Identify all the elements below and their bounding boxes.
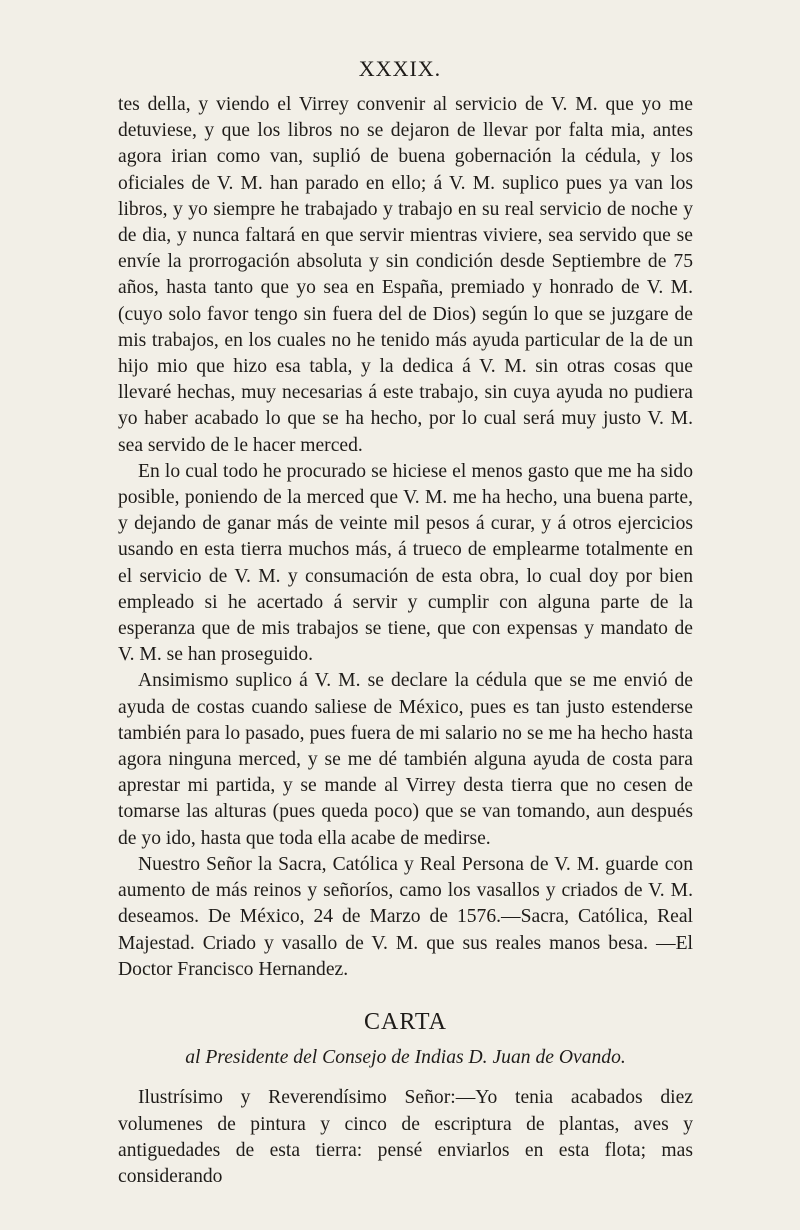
letter-subheading: al Presidente del Consejo de Indias D. Juan de Ovando. — [185, 1047, 626, 1069]
page-body — [118, 92, 693, 1190]
letter-paragraph: Ilustrísimo y Reverendísimo Señor:—Yo tenia acabados diez volumenes de pintura y cinco de escriptura de plantas, aves y antiguedades de esta tierra: pensé enviarlos en esta flota; mas considerando — [118, 1087, 693, 1187]
paragraph-closing: Nuestro Señor la Sacra, Católica y Real Persona de V. M. guarde con aumento de más reinos y señoríos, camo los vasallos y criados de V. M. deseamos. De México, 24 de Marzo de 1576.—Sacra, Católica, Real Majestad. Criado y vasallo de V. M. que sus reales manos besa. —El Doctor Francisco Hernandez. — [118, 853, 693, 980]
page-number: XXXIX. — [358, 56, 442, 81]
paragraph-continuation: tes della, y viendo el Virrey convenir al servicio de V. M. que yo me detuviese, y que los libros no se dejaron de llevar por falta mia, antes agora irian como van, suplió de buena gobernación la cédula, y los oficiales de V. M. han parado en ello; á V. M. suplico pues ya van los libros, y yo siempre he trabajado y trabajo en su real servicio de noche y de dia, y nunca faltará en que servir mientras viviere, sea servido que se envíe la prorrogación absoluta y sin condición desde Septiembre de 75 años, hasta tanto que yo sea en España, premiado y honrado de V. M. (cuyo solo favor tengo sin fuera del de Dios) según lo que se juzgare de mis trabajos, en los cuales no he tenido más ayuda particular de la de un hijo mio que hizo esa tabla, y la dedica á V. M. sin otras cosas que llevaré hechas, muy necesarias á este trabajo, sin cuya ayuda no pudiera yo haber acabado lo que se ha hecho, por lo cual será muy justo V. M. sea servido de le hacer merced. — [118, 94, 693, 456]
paragraph-expenses: En lo cual todo he procurado se hiciese el menos gasto que me ha sido posible, poniendo de la merced que V. M. me ha hecho, una buena parte, y dejando de ganar más de veinte mil pesos á curar, y á otros ejercicios usando en esta tierra muchos más, á trueco de emplearme totalmente en el servicio de V. M. y consumación de esta obra, lo cual doy por bien empleado si he acertado á servir y cumplir con alguna parte de la esperanza que de mis trabajos se tiene, que con expensas y mandato de V. M. se han proseguido. — [118, 460, 693, 666]
letter-heading: CARTA — [364, 1008, 447, 1035]
paragraph-request: Ansimismo suplico á V. M. se declare la cédula que se me envió de ayuda de costas cuando saliese de México, pues es tan justo estenderse también para lo pasado, pues fuera de mi salario no se me ha hecho hasta agora ninguna merced, y se me dé también alguna ayuda de costa para aprestar mi partida, y se mande al Virrey desta tierra que no cesen de tomarse las alturas (pues queda poco) que se van tomando, aun después de yo ido, hasta que toda ella acabe de medirse. — [118, 670, 693, 849]
